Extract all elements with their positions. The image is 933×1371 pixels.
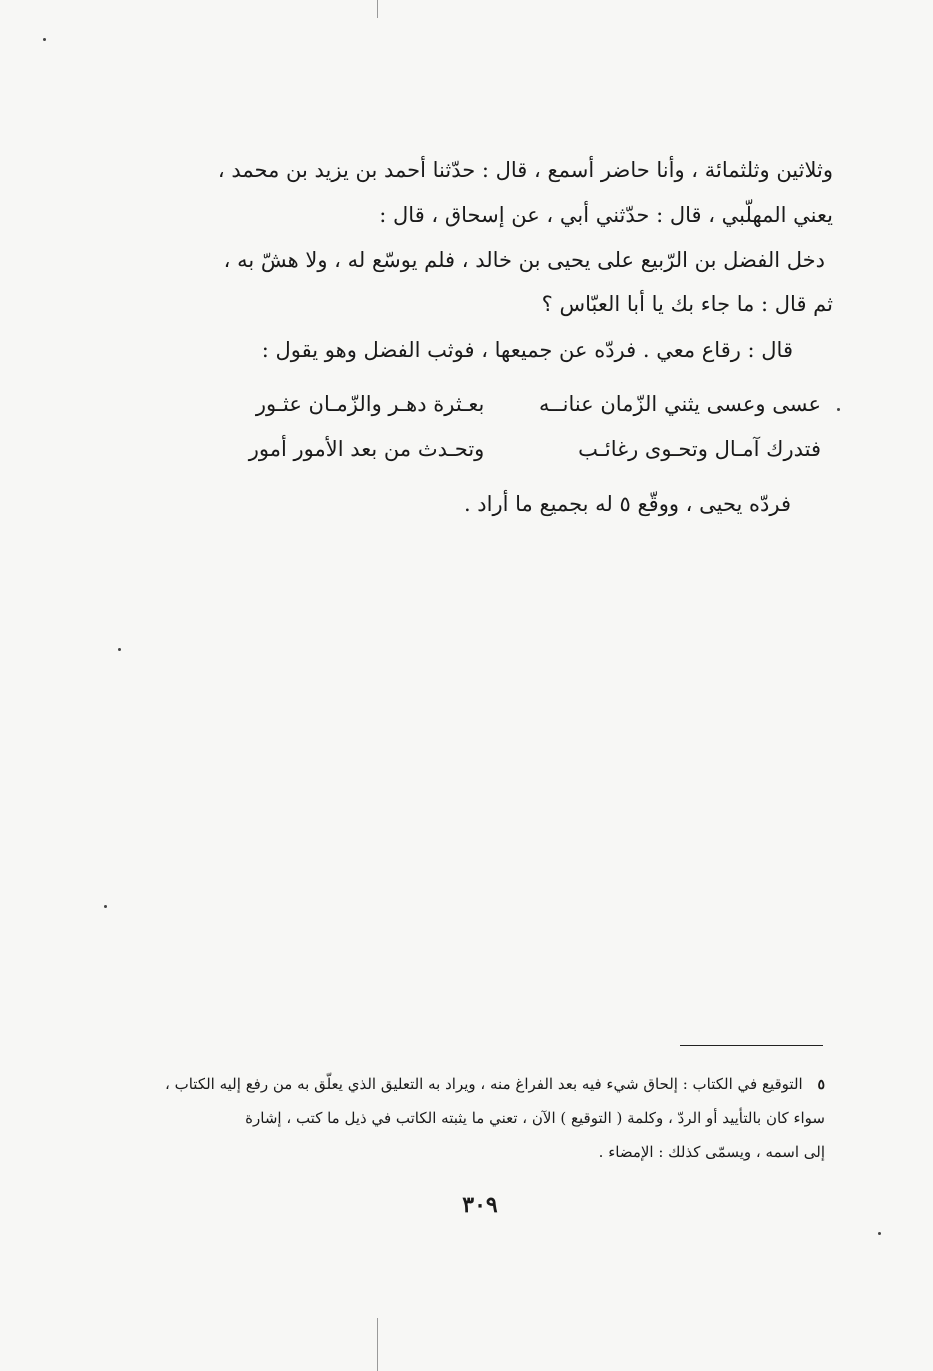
footnote-line-2: سواء كان بالتأييد أو الردّ ، وكلمة ( التوقيع ) الآن ، تعني ما يثبته الكاتب في ذيل ما كتب ، إشارة [245,1109,825,1127]
body-line-2: يعني المهلّبي ، قال : حدّثني أبي ، عن إسحاق ، قال : [379,203,833,227]
footnote-line-3: إلى اسمه ، ويسمّى كذلك : الإمضاء . [598,1143,825,1161]
paper-speck [118,648,121,651]
body-line-4: ثم قال : ما جاء بك يا أبا العبّاس ؟ [541,292,833,316]
paper-speck [43,38,46,41]
poem-verse-2-first: فتدرك آمـال وتحـوى رغائـب [578,437,821,461]
body-line-3: دخل الفضل بن الرّبيع على يحيى بن خالد ، فلم يوسّع له ، ولا هشّ به ، [223,248,825,272]
poem-verse-2-second: وتحـدث من بعد الأمور أمور [248,437,485,461]
paper-speck [837,408,840,411]
footnote-separator [680,1045,823,1046]
paper-speck [878,1232,881,1235]
closing-text: فردّه يحيى ، ووقّع ٥ له بجميع ما أراد . [463,492,791,516]
closing-line [464,492,791,516]
footnote [165,1075,825,1093]
poem-verse-1-first: عسى وعسى يثني الزّمان عنانــه [539,392,821,416]
page-number: ٣٠٩ [462,1192,498,1218]
body-line-1: وثلاثين وثلثمائة ، وأنا حاضر أسمع ، قال : حدّثنا أحمد بن يزيد بن محمد ، [217,158,833,182]
paper-speck [104,905,107,908]
footnote-marker: ٥ [817,1077,825,1093]
poem-verse-1-second: بعـثرة دهـر والزّمـان عثـور [255,392,485,416]
footnote-line-3-wrap [599,1143,825,1161]
footnote-line-2-wrap [245,1109,825,1127]
body-line-5: قال : رقاع معي . فردّه عن جميعها ، فوثب الفضل وهو يقول : [261,338,793,362]
footnote-line-1: التوقيع في الكتاب : إلحاق شيء فيه بعد الفراغ منه ، ويراد به التعليق الذي يعلّق به من رفع إليه الكتاب ، [165,1075,803,1093]
binding-crease-bottom [377,1318,378,1371]
poem-verse-1 [194,392,821,416]
poem-verse-2 [194,437,821,461]
